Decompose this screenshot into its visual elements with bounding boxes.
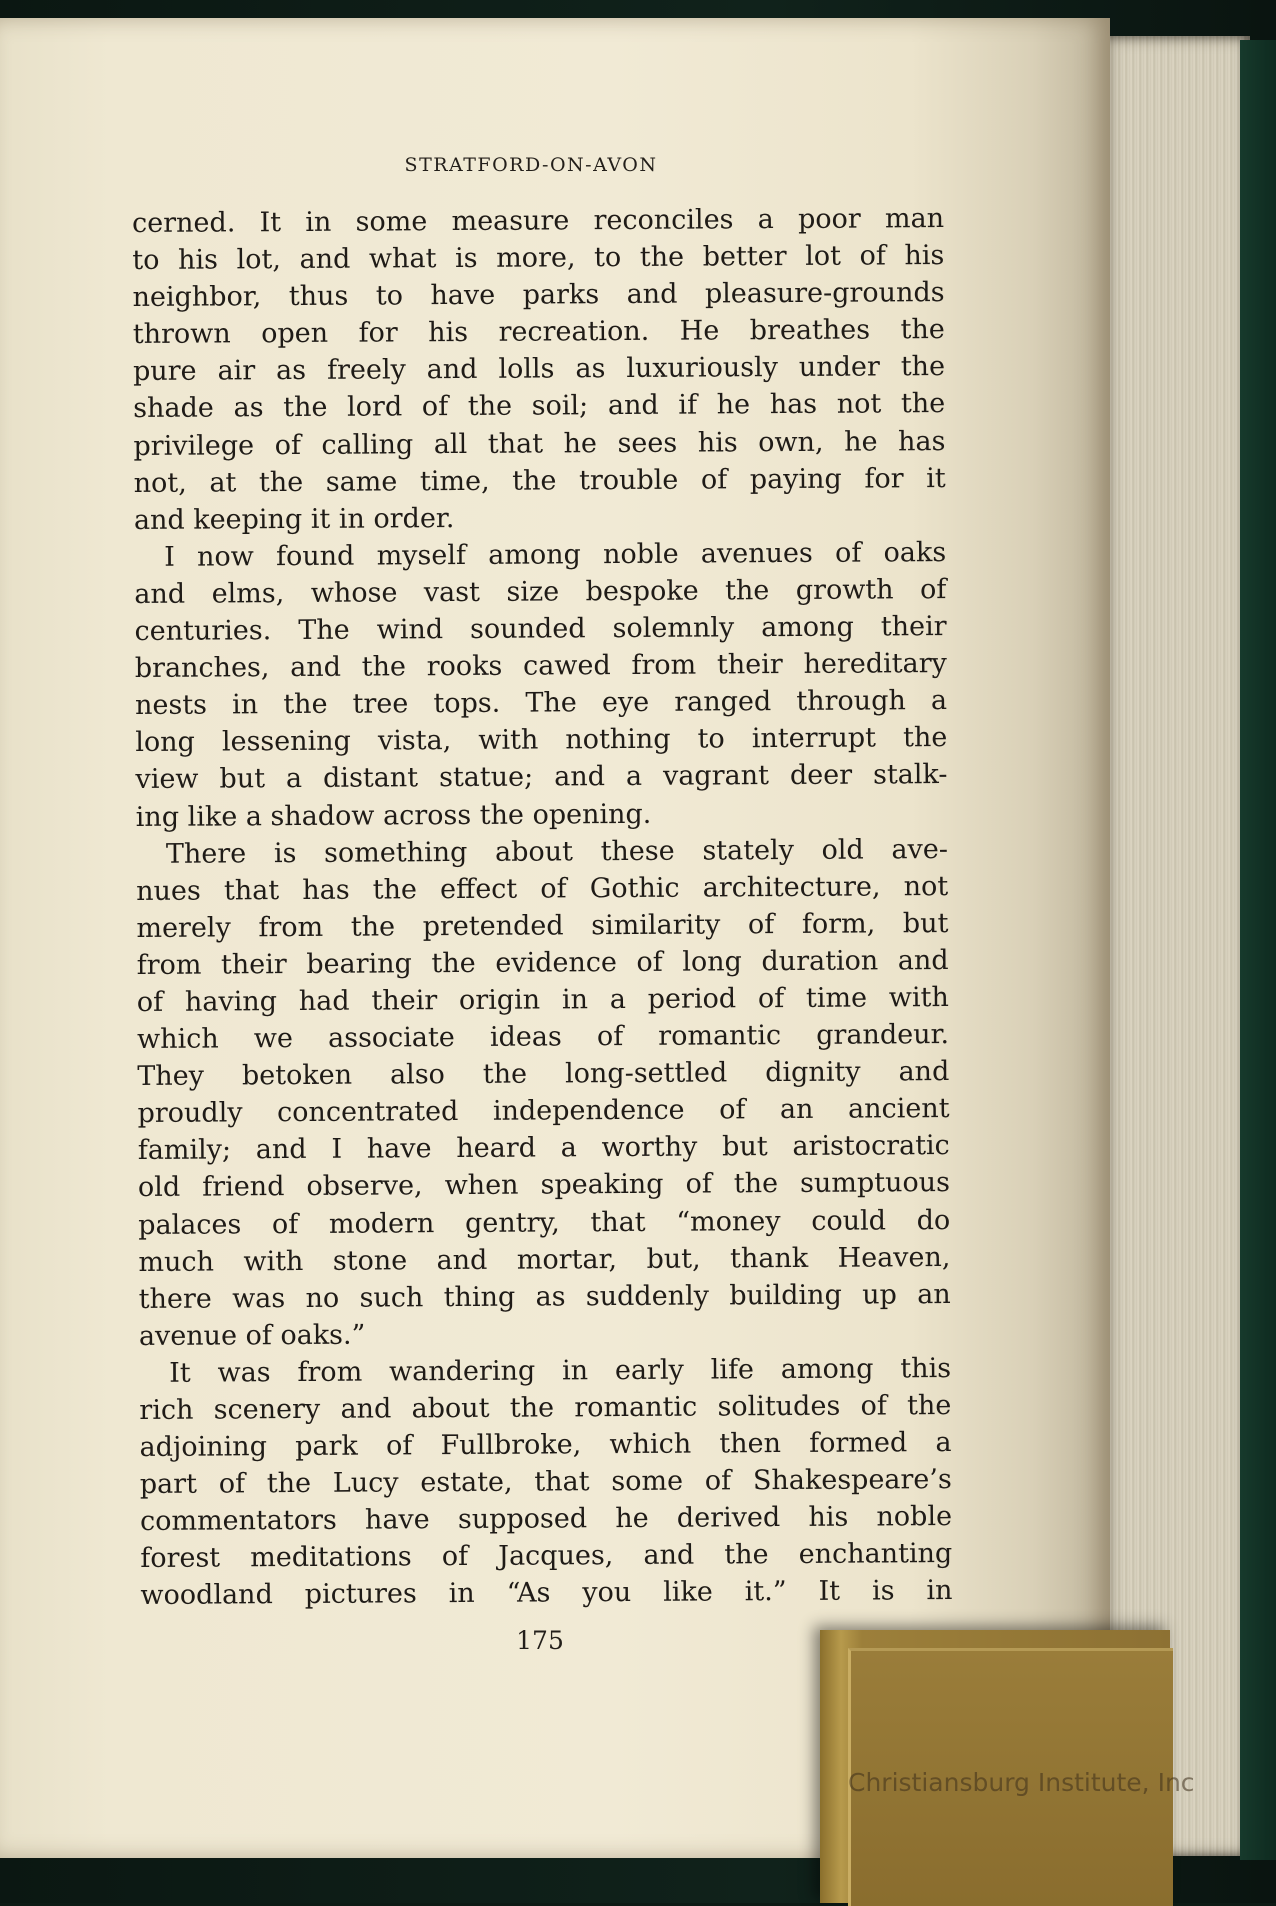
watermark: Christiansburg Institute, Inc xyxy=(848,1768,1195,1797)
text-line: part of the Lucy estate, that some of Shakespeare’s xyxy=(139,1464,952,1501)
text-line: rich scenery and about the romantic solitudes of the xyxy=(139,1390,952,1426)
text-line: merely from the pretended similarity of form, but xyxy=(136,907,949,944)
page-number: 175 xyxy=(516,1626,564,1655)
text-line: woodland pictures in “As you like it.” It is in xyxy=(140,1575,953,1612)
text-line: to his lot, and what is more, to the better lot of his xyxy=(132,240,945,277)
text-line: centuries. The wind sounded solemnly among their xyxy=(134,611,947,648)
text-line: old friend observe, when speaking of the sumptuous xyxy=(137,1167,951,1204)
text-line: adjoining park of Fullbroke, which then formed a xyxy=(139,1427,952,1464)
text-line: palaces of modern gentry, that “money could do xyxy=(138,1204,951,1241)
text-line: shade as the lord of the soil; and if he has not the xyxy=(133,388,946,425)
text-line: nests in the tree tops. The eye ranged through a xyxy=(134,685,948,722)
text-line: I now found myself among noble avenues of oaks xyxy=(164,536,947,573)
body-text xyxy=(132,200,953,1614)
text-line: and elms, whose vast size bespoke the growth of xyxy=(134,573,947,610)
text-line: privilege of calling all that he sees his own, he has xyxy=(133,425,946,462)
text-line: view but a distant statue; and a vagrant deer stalk- xyxy=(135,759,948,796)
text-line: proudly concentrated independence of an ancient xyxy=(137,1093,950,1130)
text-line: there was no such thing as suddenly building up an xyxy=(138,1278,951,1315)
text-line: not, at the same time, the trouble of paying for it xyxy=(133,462,946,499)
text-line: commentators have supposed he derived his noble xyxy=(139,1501,953,1538)
text-line: cerned. It in some measure reconciles a poor man xyxy=(132,203,945,239)
text-line: ing like a shadow across the opening. xyxy=(135,798,652,833)
text-line: of having had their origin in a period of time with xyxy=(136,981,949,1018)
text-line: from their bearing the evidence of long duration and xyxy=(136,944,949,981)
text-line: They betoken also the long-settled dignity and xyxy=(137,1056,950,1093)
text-line: much with stone and mortar, but, thank Heaven, xyxy=(138,1241,951,1278)
text-line: thrown open for his recreation. He breathes the xyxy=(132,314,945,351)
text-line: There is something about these stately old ave- xyxy=(165,833,949,870)
text-line: long lessening vista, with nothing to interrupt the xyxy=(135,722,948,759)
running-head: STRATFORD-ON-AVON xyxy=(404,154,658,176)
text-line: nues that has the effect of Gothic architecture, not xyxy=(136,870,949,907)
page-edges xyxy=(1100,36,1250,1856)
text-line: pure air as freely and lolls as luxuriously under the xyxy=(132,351,946,388)
text-line: and keeping it in order. xyxy=(133,502,455,536)
text-line: avenue of oaks.” xyxy=(138,1319,366,1352)
text-line: which we associate ideas of romantic grandeur. xyxy=(137,1019,950,1056)
text-line: neighbor, thus to have parks and pleasure-grounds xyxy=(132,277,945,314)
text-line: family; and I have heard a worthy but aristocratic xyxy=(137,1130,950,1167)
book-cover-edge xyxy=(1240,40,1276,1860)
text-line: branches, and the rooks cawed from their hereditary xyxy=(134,648,947,685)
text-line: forest meditations of Jacques, and the enchanting xyxy=(140,1538,953,1575)
text-line: It was from wandering in early life among this xyxy=(169,1352,952,1389)
